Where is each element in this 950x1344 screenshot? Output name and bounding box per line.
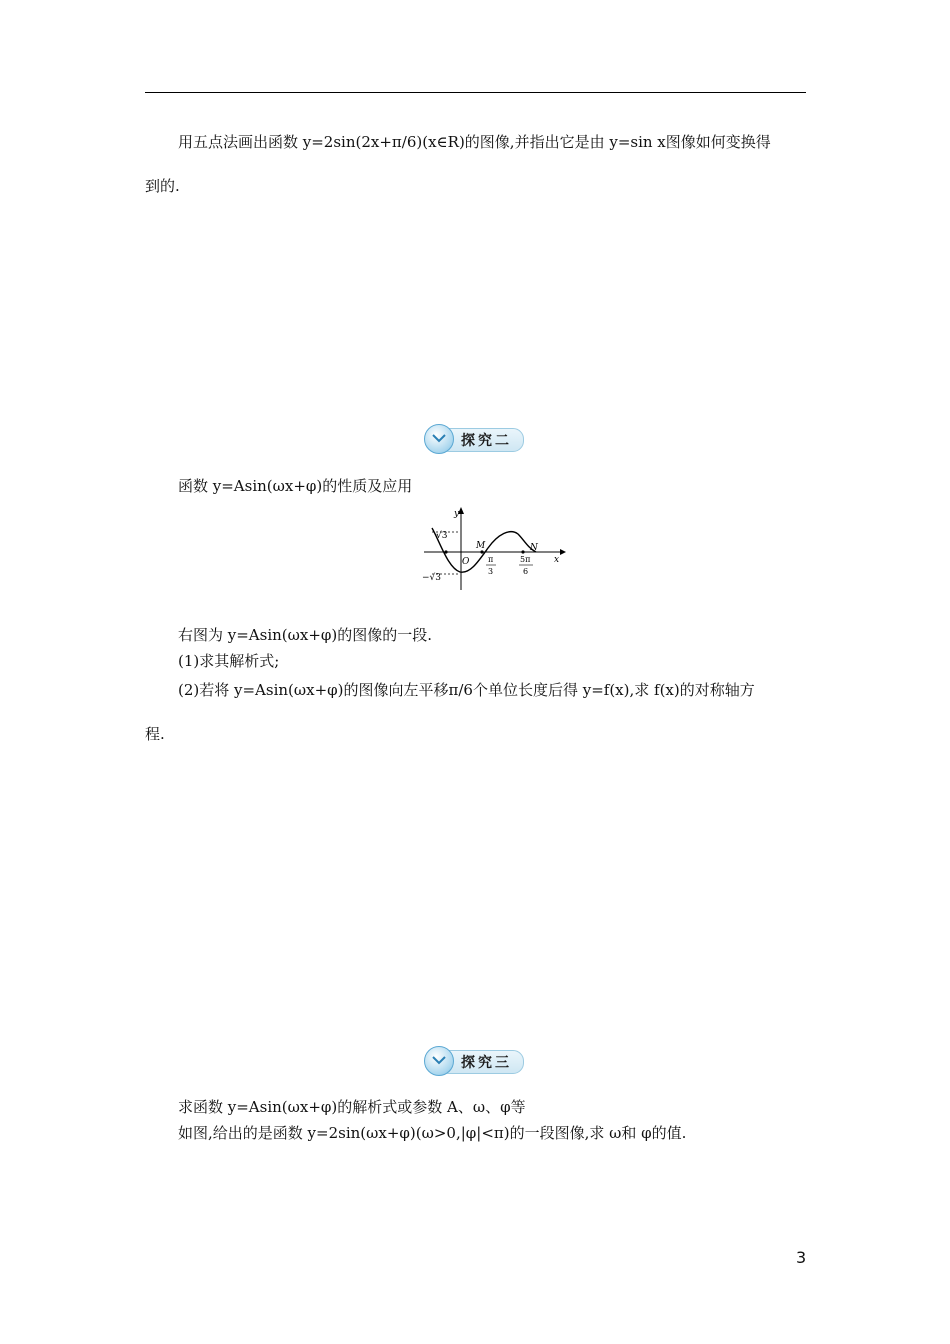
section3-line: 如图,给出的是函数 y=2sin(ωx+φ)(ω>0,|φ|<π)的一段图像,求 ω和 φ的值.	[178, 1124, 687, 1142]
section3-badge-label: 探究三	[461, 1055, 512, 1071]
tick-3-label: 3	[488, 567, 494, 576]
x-axis-label: x	[554, 555, 560, 565]
section3-heading: 求函数 y=Asin(ωx+φ)的解析式或参数 A、ω、φ等	[178, 1098, 526, 1116]
sine-graph	[418, 502, 568, 592]
page-number: 3	[796, 1248, 807, 1267]
point-m-label: M	[476, 541, 486, 551]
point-n-label: N	[530, 543, 538, 553]
section2-desc: 右图为 y=Asin(ωx+φ)的图像的一段.	[178, 626, 433, 644]
section2-q2-end: 程.	[145, 725, 165, 743]
section2-q2: (2)若将 y=Asin(ωx+φ)的图像向左平移π/6个单位长度后得 y=f(x),求 f(x)的对称轴方	[178, 681, 755, 699]
section3-badge	[424, 1046, 524, 1076]
problem1-line1: 用五点法画出函数 y=2sin(2x+π/6)(x∈R)的图像,并指出它是由 y=sin x图像如何变换得	[178, 133, 771, 151]
section2-badge	[424, 424, 524, 454]
section2-q1: (1)求其解析式;	[178, 652, 280, 670]
tick-6-label: 6	[523, 567, 529, 576]
chevron-down-icon	[424, 424, 454, 454]
bottom-value-label: −√3	[422, 573, 442, 583]
tick-5pi-label: 5π	[520, 555, 531, 564]
section2-badge-label: 探究二	[461, 433, 512, 449]
header-rule	[145, 92, 806, 93]
top-value-label: √3	[436, 531, 448, 541]
chevron-down-icon	[424, 1046, 454, 1076]
tick-pi-label: π	[488, 555, 494, 564]
section2-heading: 函数 y=Asin(ωx+φ)的性质及应用	[178, 477, 413, 495]
problem1-line2: 到的.	[145, 177, 180, 195]
origin-label: O	[462, 557, 470, 567]
y-axis-label: y	[454, 509, 460, 519]
